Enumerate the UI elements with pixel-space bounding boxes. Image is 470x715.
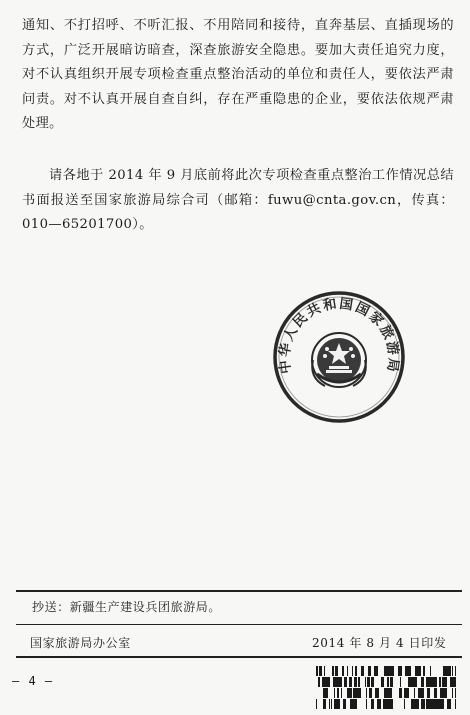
page-number: — 4 — — [12, 674, 54, 688]
cc-recipients: 抄送：新疆生产建设兵团旅游局。 — [32, 600, 222, 614]
body-paragraph-2: 请各地于 2014 年 9 月底前将此次专项检查重点整治工作情况总结书面报送至国家旅游局综合司（邮箱：fuwu@cnta.gov.cn，传真：010—65201700）。 — [22, 168, 454, 232]
footer-bottom-rule — [16, 656, 462, 658]
official-seal-stamp — [272, 290, 406, 424]
body-paragraph-1: 通知、不打招呼、不听汇报、不用陪同和接待，直奔基层、直插现场的方式，广泛开展暗访暗查，深查旅游安全隐患。要加大责任追究力度，对不认真组织开展专项检查重点整治活动的单位和责任人，要依法严肃问责。对不认真开展自查自纠，存在严重隐患的企业，要依法依规严肃处理。 — [22, 18, 454, 131]
footer-top-rule — [16, 590, 462, 592]
document-barcode — [316, 666, 456, 710]
issuing-office: 国家旅游局办公室 — [30, 636, 131, 650]
footer-middle-rule — [16, 624, 462, 625]
national-emblem-icon — [312, 333, 366, 387]
print-date: 2014 年 8 月 4 日印发 — [312, 636, 447, 650]
svg-text:中华人民共和国国家旅游局: 中华人民共和国国家旅游局 — [276, 295, 402, 375]
